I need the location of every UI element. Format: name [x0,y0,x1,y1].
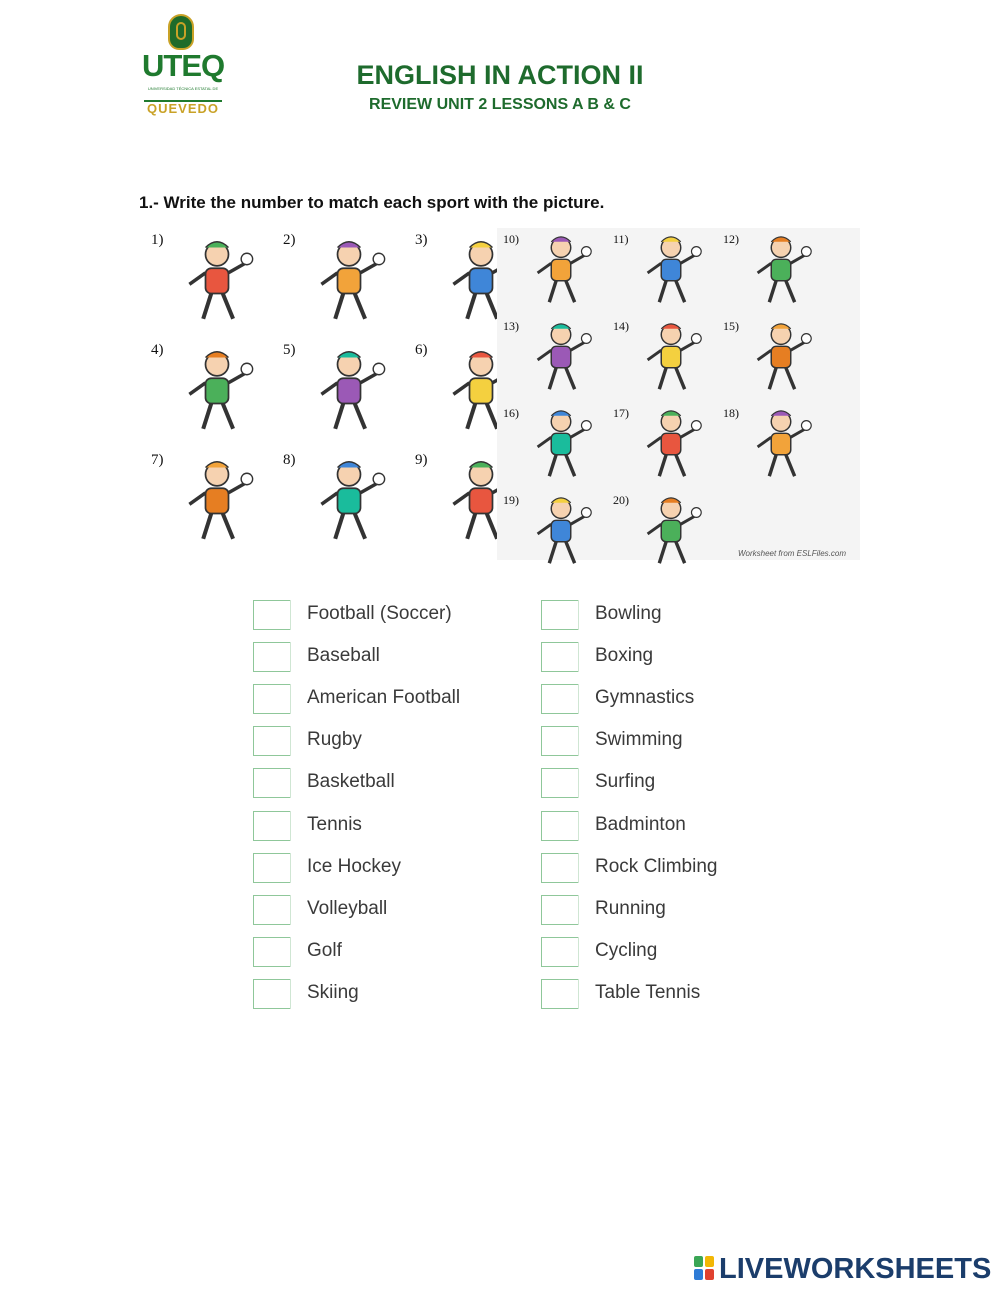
answer-box[interactable] [541,642,578,672]
answer-row [253,853,513,883]
sport-label: Bowling [595,603,662,624]
picture-cell [607,402,717,489]
logo-university: UNIVERSIDAD TÉCNICA ESTATAL DE [147,86,219,91]
answer-box[interactable] [253,684,290,714]
picture-cell [497,315,607,402]
answer-box[interactable] [541,895,578,925]
sport-label: American Football [307,687,461,709]
sport-label: Swimming [595,729,683,751]
american-football-player-icon [303,452,395,557]
pictures-panel-right [497,228,860,560]
picture-cell [717,228,827,315]
answer-row [541,811,801,841]
sport-label: Badminton [595,813,686,835]
table-tennis-player-icon [171,452,263,557]
logo-text: UTEQ [142,48,225,83]
rugby-player-icon [631,493,711,576]
picture-cell [717,315,827,402]
picture-number: 18) [723,406,739,420]
picture-number: 10) [503,232,519,246]
brand-name: LIVEWORKSHEETS [719,1252,992,1285]
answer-row [253,642,513,672]
answer-row [253,726,513,756]
sport-label: Basketball [307,771,395,793]
picture-cell [497,228,607,315]
runner-icon [303,232,395,337]
badminton-player-icon [741,319,821,402]
picture-number: 15) [723,319,739,333]
page-subtitle: REVIEW UNIT 2 LESSONS A B & C [369,96,631,113]
answer-row [541,642,801,672]
picture-number: 12) [723,232,739,246]
answer-box[interactable] [541,853,578,883]
page-title: ENGLISH IN ACTION II [356,60,644,90]
crest-icon [168,14,194,50]
answer-box[interactable] [541,600,578,630]
answer-row [541,684,801,714]
sport-label: Baseball [307,645,380,667]
answer-row [541,726,801,756]
cyclist-icon [741,232,821,315]
baseball-player-icon [303,342,395,447]
picture-number: 1) [151,232,164,248]
answer-row [541,853,801,883]
answer-box[interactable] [253,895,290,925]
soccer-player-icon [521,319,601,402]
picture-number: 7) [151,452,164,468]
sport-label: Boxing [595,645,654,667]
liveworksheets-icon [694,1256,716,1282]
gymnast-icon [741,406,821,489]
picture-cell [607,315,717,402]
answer-row [253,979,513,1009]
sport-label: Football (Soccer) [307,603,452,624]
swimmer-icon [521,493,601,576]
sport-label: Rock Climbing [595,855,718,877]
answer-box[interactable] [253,600,290,630]
picture-number: 14) [613,319,629,333]
picture-cell [145,228,277,338]
picture-number: 9) [415,452,428,468]
picture-number: 4) [151,342,164,358]
answer-box[interactable] [253,979,290,1009]
sport-label: Cycling [595,939,658,961]
answer-row [253,937,513,967]
picture-number: 11) [613,232,629,246]
answer-box[interactable] [253,726,290,756]
answer-row [541,979,801,1009]
logo-city: QUEVEDO [144,100,222,115]
picture-number: 16) [503,406,519,420]
sport-label: Surfing [595,771,656,793]
picture-cell [277,228,409,338]
pictures-panel-left [145,228,497,560]
answer-row [541,600,801,630]
sport-label: Tennis [307,813,362,835]
sport-label: Table Tennis [595,981,701,1003]
picture-cell [607,489,717,576]
picture-cell [145,448,277,558]
answer-box[interactable] [541,726,578,756]
sport-label: Running [595,897,666,919]
basketball-player-icon [631,406,711,489]
answer-box[interactable] [253,811,290,841]
answer-box[interactable] [541,937,578,967]
university-logo [140,14,225,116]
sport-label: Rugby [307,729,362,751]
picture-number: 20) [613,493,629,507]
boxer-icon [171,342,263,447]
answer-box[interactable] [253,853,290,883]
picture-number: 13) [503,319,519,333]
answer-row [253,895,513,925]
picture-cell [607,228,717,315]
answer-row [541,937,801,967]
picture-number: 3) [415,232,428,248]
answer-row [253,684,513,714]
bowler-icon [631,232,711,315]
answer-box[interactable] [253,768,290,798]
sport-label: Skiing [307,981,359,1003]
picture-number: 17) [613,406,629,420]
answer-row [541,768,801,798]
watermark: Worksheet from ESLFiles.com [737,549,846,558]
sport-label: Gymnastics [595,687,695,709]
tennis-player-icon [521,406,601,489]
picture-number: 2) [283,232,296,248]
picture-cell [277,338,409,448]
picture-cell [497,489,607,576]
answer-row [253,600,513,630]
answer-box[interactable] [541,811,578,841]
exercise-instruction: 1.- Write the number to match each sport with the picture. [139,193,605,212]
answer-box[interactable] [541,684,578,714]
picture-number: 6) [415,342,428,358]
answer-box[interactable] [541,768,578,798]
answer-box[interactable] [541,979,578,1009]
sports-pictures [145,228,860,560]
answer-row [253,768,513,798]
answer-row [541,895,801,925]
sport-label: Volleyball [307,897,388,919]
volleyball-player-icon [171,232,263,337]
picture-number: 5) [283,342,296,358]
liveworksheets-brand [694,1253,991,1285]
picture-cell [497,402,607,489]
picture-cell [145,338,277,448]
answer-box[interactable] [253,937,290,967]
surfer-icon [521,232,601,315]
sport-label: Ice Hockey [307,855,401,877]
ice-hockey-player-icon [631,319,711,402]
answer-box[interactable] [253,642,290,672]
sport-label: Golf [307,939,342,961]
picture-number: 19) [503,493,519,507]
picture-cell [717,402,827,489]
picture-cell [277,448,409,558]
picture-number: 8) [283,452,296,468]
answer-row [253,811,513,841]
